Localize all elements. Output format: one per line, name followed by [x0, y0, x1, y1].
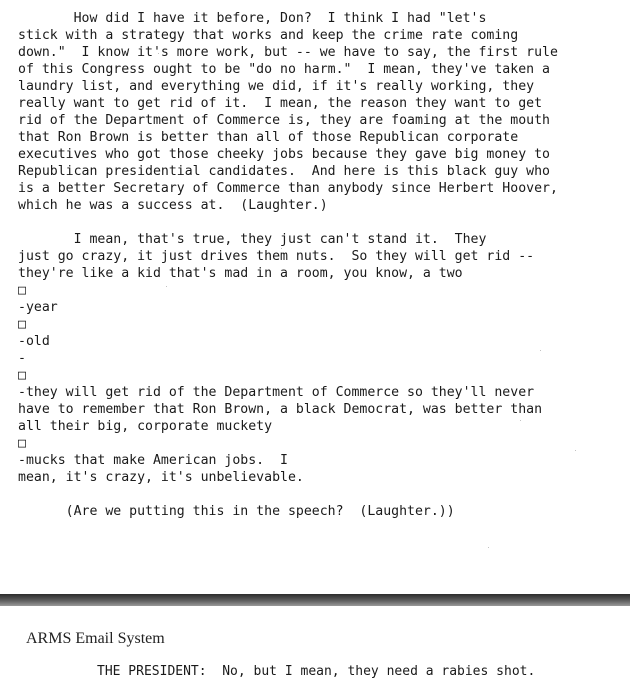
document-line: -old: [18, 334, 50, 349]
document-line: executives who got those cheeky jobs because they gave big money to: [18, 147, 550, 162]
page-break-divider: [0, 594, 630, 606]
document-line: really want to get rid of it. I mean, the reason they want to get: [18, 96, 543, 111]
document-line: How did I have it before, Don? I think I had "let's: [18, 11, 487, 26]
continued-transcript-line: THE PRESIDENT: No, but I mean, they need a rabies shot.: [97, 664, 536, 679]
document-line: laundry list, and everything we did, if it's really working, they: [18, 79, 535, 94]
missing-glyph-box: □: [18, 436, 26, 451]
scan-speck: [281, 248, 282, 249]
document-line: -they will get rid of the Department of Commerce so they'll never: [18, 385, 535, 400]
scan-speck: [158, 53, 159, 54]
document-line: (Are we putting this in the speech? (Laughter.)): [18, 504, 455, 519]
document-line: just go crazy, it just drives them nuts. So they will get rid --: [18, 249, 535, 264]
scan-speck: [520, 420, 521, 421]
document-line: have to remember that Ron Brown, a black Democrat, was better than: [18, 402, 543, 417]
missing-glyph-box: □: [18, 283, 26, 298]
email-system-title: ARMS Email System: [26, 630, 165, 647]
document-line: which he was a success at. (Laughter.): [18, 198, 328, 213]
missing-glyph-box: □: [18, 368, 26, 383]
document-line: -mucks that make American jobs. I: [18, 453, 288, 468]
document-line: mean, it's crazy, it's unbelievable.: [18, 470, 304, 485]
document-line: that Ron Brown is better than all of those Republican corporate: [18, 130, 519, 145]
document-line: is a better Secretary of Commerce than anybody since Herbert Hoover,: [18, 181, 558, 196]
scan-speck: [166, 286, 167, 287]
document-line: I mean, that's true, they just can't stand it. They: [18, 232, 487, 247]
document-line: rid of the Department of Commerce is, they are foaming at the mouth: [18, 113, 550, 128]
document-line: -: [18, 351, 26, 366]
missing-glyph-box: □: [18, 317, 26, 332]
scan-speck: [575, 450, 576, 451]
scan-speck: [488, 547, 489, 548]
scan-speck: [540, 350, 541, 351]
document-line: of this Congress ought to be "do no harm." I mean, they've taken a: [18, 62, 550, 77]
document-line: Republican presidential candidates. And here is this black guy who: [18, 164, 550, 179]
document-line: stick with a strategy that works and keep the crime rate coming: [18, 28, 519, 43]
document-line: down." I know it's more work, but -- we have to say, the first rule: [18, 45, 558, 60]
document-line: they're like a kid that's mad in a room, you know, a two: [18, 266, 463, 281]
document-line: -year: [18, 300, 58, 315]
document-line: all their big, corporate muckety: [18, 419, 273, 434]
